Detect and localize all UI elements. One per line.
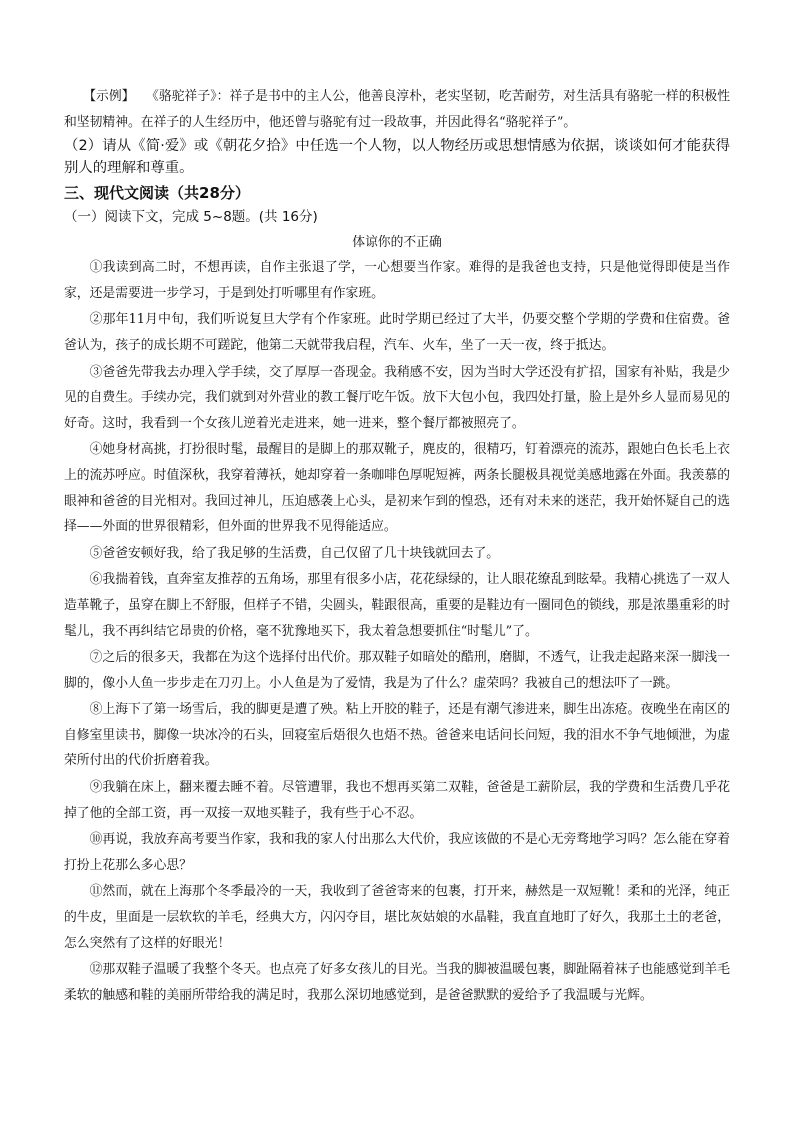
question-2: （2）请从《简·爱》或《朝花夕拾》中任选一个人物，以人物经历或思想情感为依据，谈谈如何才能获得别人的理解和尊重。 [64,138,730,177]
paragraph-1: ①我读到高二时，不想再读，自作主张退了学，一心想要当作家。难得的是我爸也支持，只是他觉得即使是当作家，还是需要进一步学习，于是到处打听哪里有作家班。 [64,260,730,301]
example-text: 《骆驼祥子》：祥子是书中的主人公，他善良淳朴，老实坚韧，吃苦耐劳，对生活具有骆驼一样的积极性和坚韧精神。在祥子的人生经历中，他还曾与骆驼有过一段故事，并因此得名“骆驼祥子”。 [64,89,731,130]
paragraph-5: ⑤爸爸安顿好我，给了我足够的生活费，自己仅留了几十块钱就回去了。 [89,545,500,561]
paragraph-6: ⑥我揣着钱，直奔室友推荐的五角场，那里有很多小店，花花绿绿的，让人眼花缭乱到眩晕。我精心挑选了一双人造革靴子，虽穿在脚上不舒服，但样子不错，尖圆头，鞋跟很高，重要的是鞋边有一圈同色的锁线，那是浓墨重彩的时髦儿，我不再纠结它昂贵的价格，毫不犹豫地买下，我太着急想要抓住“时髦儿”了。 [64,572,730,639]
article-title: 体谅你的不正确 [352,235,442,251]
document-page [64,84,730,1008]
paragraph-9: ⑨我躺在床上，翻来覆去睡不着。尽管遭罪，我也不想再买第二双鞋，爸爸是工薪阶层，我的学费和生活费几乎花掉了他的全部工资，再一双接一双地买鞋子，我有些于心不忍。 [64,780,730,821]
paragraph-2: ②那年11月中旬，我们听说复旦大学有个作家班。此时学期已经过了大半，仍要交整个学期的学费和住宿费。爸爸认为，孩子的成长期不可蹉跎，他第二天就带我启程，汽车、火车，坐了一天一夜，终于抵达。 [64,312,730,353]
paragraph-10: ⑩再说，我放弃高考要当作家，我和我的家人付出那么大代价，我应该做的不是心无旁骛地学习吗？怎么能在穿着打扮上花那么多心思？ [64,832,730,873]
paragraph-3: ③爸爸先带我去办理入学手续，交了厚厚一沓现金。我稍感不安，因为当时大学还没有扩招，国家有补贴，我是少见的自费生。手续办完，我们就到对外营业的教工餐厅吃午饭。放下大包小包，我四处打量，脸上是外乡人显而易见的好奇。这时，我看到一个女孩儿逆着光走进来，她一进来，整个餐厅都被照亮了。 [64,364,730,431]
example-tag: 【示例】 [83,89,135,104]
paragraph-12: ⑫那双鞋子温暖了我整个冬天。也点亮了好多女孩儿的目光。当我的脚被温暖包裹，脚趾隔着袜子也能感觉到羊毛柔软的触感和鞋的美丽所带给我的满足时，我那么深切地感觉到，是爸爸默默的爱给予了我温暖与光辉。 [64,962,730,1003]
paragraph-7: ⑦之后的很多天，我都在为这个选择付出代价。那双鞋子如暗处的酷刑，磨脚，不透气，让我走起路来深一脚浅一脚的，像小人鱼一步步走在刀刃上。小人鱼是为了爱情，我是为了什么？虚荣吗？我被自己的想法吓了一跳。 [64,650,730,691]
section-title: 三、现代文阅读（共28分） [64,184,250,203]
subsection-instruction: （一）阅读下文，完成 5~8题。(共 16分) [64,209,318,226]
paragraph-11: ⑪然而，就在上海那个冬季最冷的一天，我收到了爸爸寄来的包裹，打开来，赫然是一双短靴！柔和的光泽，纯正的牛皮，里面是一层软软的羊毛，经典大方，闪闪夺目，堪比灰姑娘的水晶鞋，我直直地盯了好久，我那土土的老爸，怎么突然有了这样的好眼光！ [64,884,730,951]
paragraph-4: ④她身材高挑，打扮很时髦，最醒目的是脚上的那双靴子，麂皮的，很精巧，钉着漂亮的流苏，跟她白色长毛上衣上的流苏呼应。时值深秋，我穿着薄袄，她却穿着一条咖啡色厚呢短裤，两条长腿极具视觉美感地露在外面。我羡慕的眼神和爸爸的目光相对。我回过神儿，压迫感袭上心头，是初来乍到的惶恐，还有对未来的迷茫，我开始怀疑自己的选择——外面的世界很精彩，但外面的世界我不见得能适应。 [64,442,730,535]
example-paragraph [64,84,730,135]
paragraph-8: ⑧上海下了第一场雪后，我的脚更是遭了殃。粘上开胶的鞋子，还是有潮气渗进来，脚生出冻疮。夜晚坐在南区的自修室里读书，脚像一块冰冷的石头，回寝室后焐很久也焐不热。爸爸来电话问长问短，我的泪水不争气地倾泄，为虚荣所付出的代价折磨着我。 [64,702,730,769]
